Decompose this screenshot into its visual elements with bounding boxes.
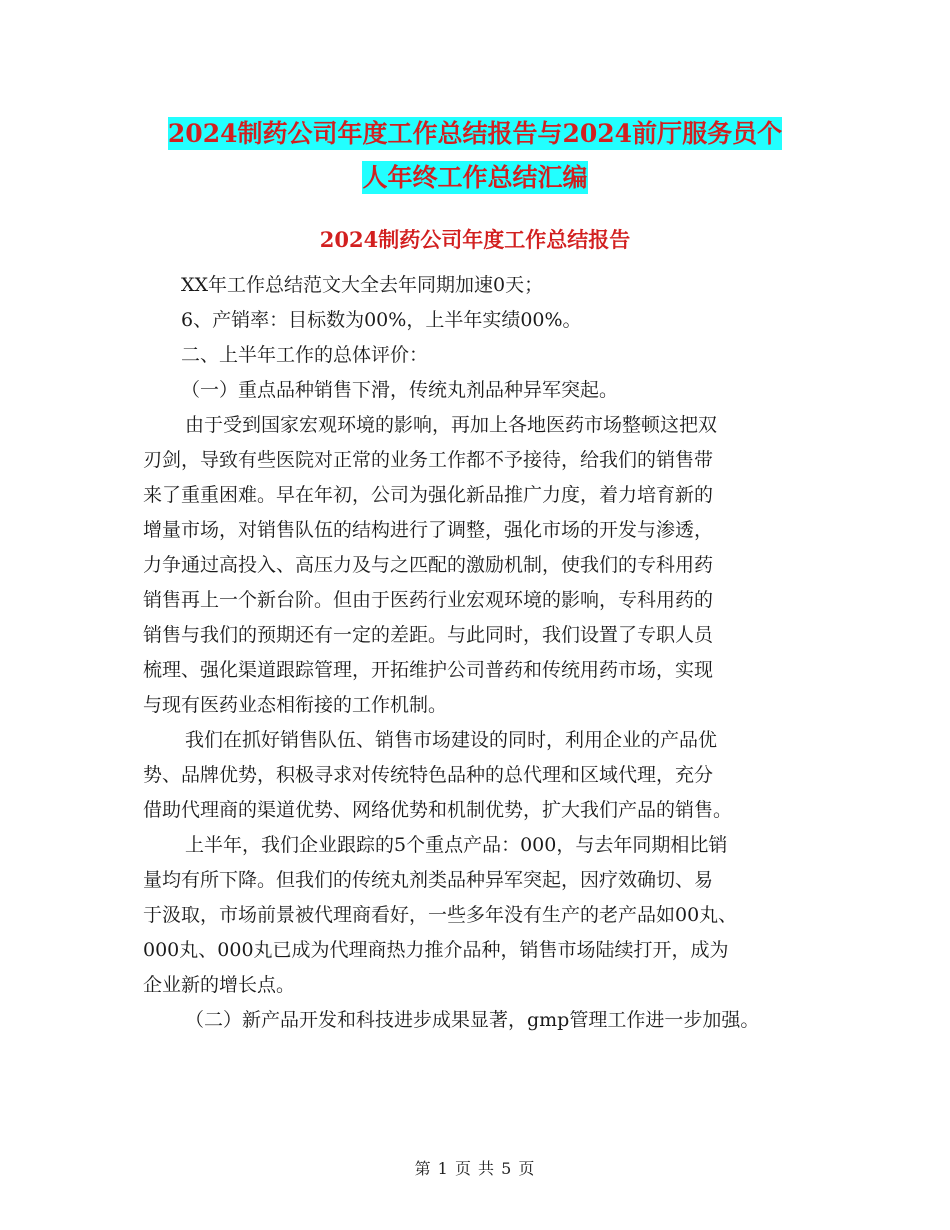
text-line: 我们在抓好销售队伍、销售市场建设的同时，利用企业的产品优: [185, 729, 718, 751]
document-title-line-2: [140, 158, 810, 194]
text-line: 刃剑，导致有些医院对正常的业务工作都不予接待，给我们的销售带: [143, 449, 714, 471]
text-line: 梳理、强化渠道跟踪管理，开拓维护公司普药和传统用药市场，实现: [143, 659, 714, 681]
text-line: XX年工作总结范文大全去年同期加速0天；: [181, 274, 544, 296]
text-line: 借助代理商的渠道优势、网络优势和机制优势，扩大我们产品的销售。: [143, 799, 733, 821]
text-line: 于汲取，市场前景被代理商看好，一些多年没有生产的老产品如00丸、: [143, 904, 738, 926]
text-line: 二、上半年工作的总体评价：: [181, 344, 429, 366]
text-line: 销售再上一个新台阶。但由于医药行业宏观环境的影响，专科用药的: [143, 589, 714, 611]
title-highlight: 2024制药公司年度工作总结报告与2024前厅服务员个: [167, 119, 783, 148]
text-line: 量均有所下降。但我们的传统丸剂类品种异军突起，因疗效确切、易: [143, 869, 714, 891]
text-line: 由于受到国家宏观环境的影响，再加上各地医药市场整顿这把双: [185, 414, 718, 436]
text-line: 企业新的增长点。: [143, 974, 296, 996]
text-line: 力争通过高投入、高压力及与之匹配的激励机制，使我们的专科用药: [143, 554, 714, 576]
text-line: 来了重重困难。早在年初，公司为强化新品推广力度，着力培育新的: [143, 484, 714, 506]
document-title-line-1: [140, 114, 810, 150]
text-line: 000丸、000丸已成为代理商热力推介品种，销售市场陆续打开，成为: [143, 939, 729, 961]
page-number-footer: 第 1 页 共 5 页: [414, 1159, 536, 1178]
section-title: 2024制药公司年度工作总结报告: [319, 227, 631, 252]
text-line: 上半年，我们企业跟踪的5个重点产品：000，与去年同期相比销: [185, 834, 728, 856]
text-line: 增量市场，对销售队伍的结构进行了调整，强化市场的开发与渗透，: [143, 519, 714, 541]
text-line: （一）重点品种销售下滑，传统丸剂品种异军突起。: [181, 379, 619, 401]
title-highlight: 人年终工作总结汇编: [362, 163, 588, 192]
document-body: [143, 268, 833, 1038]
text-line: 与现有医药业态相衔接的工作机制。: [143, 694, 448, 716]
text-line: 势、品牌优势，积极寻求对传统特色品种的总代理和区域代理，充分: [143, 764, 714, 786]
text-line: （二）新产品开发和科技进步成果显著，gmp管理工作进一步加强。: [185, 1009, 760, 1031]
text-line: 6、产销率：目标数为00%，上半年实绩00%。: [181, 309, 582, 331]
text-line: 销售与我们的预期还有一定的差距。与此同时，我们设置了专职人员: [143, 624, 714, 646]
